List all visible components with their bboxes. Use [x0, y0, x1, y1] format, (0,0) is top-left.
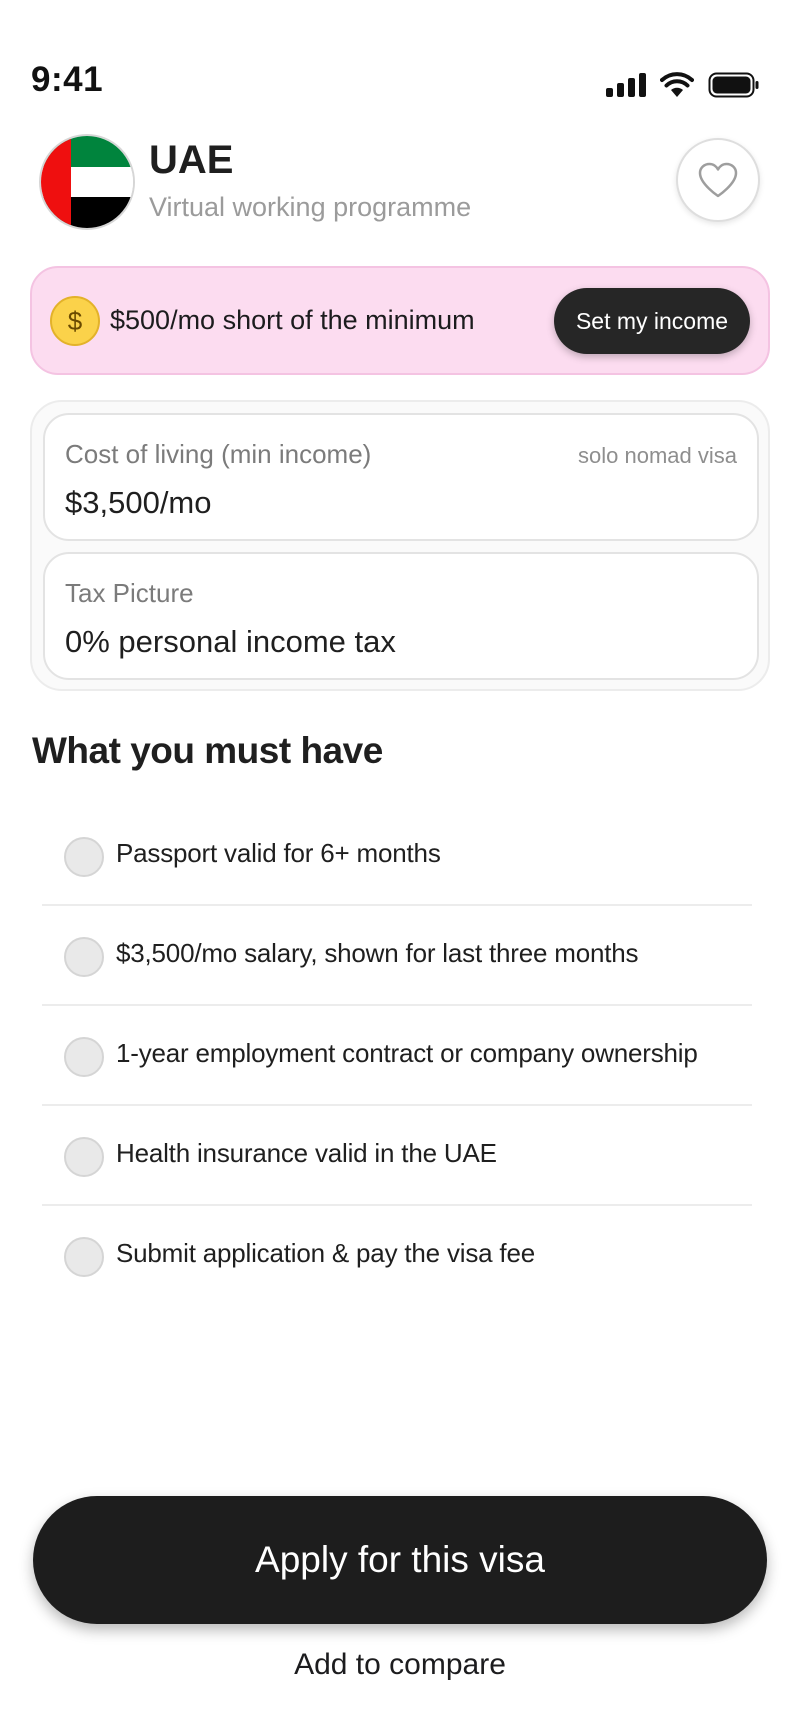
country-header — [0, 130, 800, 230]
country-name: UAE — [149, 138, 234, 182]
requirement-label: Health insurance valid in the UAE — [116, 1138, 497, 1168]
status-icons — [606, 70, 760, 100]
tax-picture-value: 0% personal income tax — [65, 624, 396, 659]
cost-of-living-label: Cost of living (min income) — [65, 439, 372, 469]
cost-of-living-value: $3,500/mo — [65, 485, 212, 520]
requirement-label: 1-year employment contract or company ownership — [116, 1038, 698, 1068]
income-shortfall-text: $500/mo short of the minimum — [110, 305, 475, 335]
battery-icon — [708, 72, 760, 98]
income-shortfall-banner — [30, 266, 770, 375]
requirement-label: Submit application & pay the visa fee — [116, 1238, 535, 1268]
requirement-item[interactable] — [42, 1206, 752, 1306]
visa-type-tag: solo nomad visa — [578, 443, 737, 468]
dollar-coin-icon: $ — [50, 296, 100, 346]
add-to-compare-link[interactable]: Add to compare — [294, 1648, 506, 1681]
requirement-checkbox[interactable] — [64, 937, 104, 977]
status-time: 9:41 — [31, 60, 104, 99]
requirement-item[interactable] — [42, 1106, 752, 1206]
uae-flag-icon — [39, 134, 135, 230]
requirement-checkbox[interactable] — [64, 837, 104, 877]
wifi-icon — [660, 72, 694, 98]
cost-of-living-box — [43, 413, 759, 541]
requirement-label: $3,500/mo salary, shown for last three months — [116, 938, 639, 968]
requirements-title: What you must have — [32, 730, 383, 771]
status-bar — [0, 0, 800, 120]
visa-info-card — [30, 400, 770, 691]
set-income-button[interactable]: Set my income — [554, 288, 750, 354]
requirement-checkbox[interactable] — [64, 1237, 104, 1277]
requirement-checkbox[interactable] — [64, 1137, 104, 1177]
requirement-item[interactable] — [42, 1006, 752, 1106]
tax-picture-box — [43, 552, 759, 680]
favorite-button[interactable] — [676, 138, 760, 222]
requirement-item[interactable] — [42, 906, 752, 1006]
apply-visa-button[interactable]: Apply for this visa — [33, 1496, 767, 1624]
programme-name: Virtual working programme — [149, 192, 472, 222]
requirement-checkbox[interactable] — [64, 1037, 104, 1077]
requirements-list — [42, 806, 752, 1306]
cellular-signal-icon — [606, 73, 646, 97]
tax-picture-label: Tax Picture — [65, 578, 194, 608]
requirement-label: Passport valid for 6+ months — [116, 838, 441, 868]
requirement-item[interactable] — [42, 806, 752, 906]
heart-outline-icon — [697, 161, 739, 199]
